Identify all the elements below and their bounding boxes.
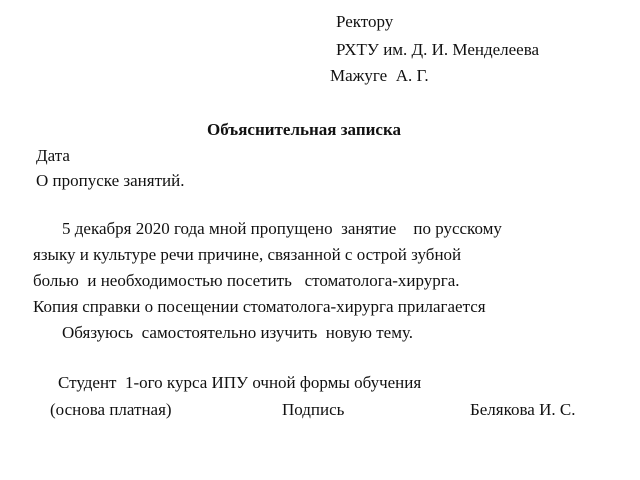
body-line-2: языку и культуре речи причине, связанной с острой зубной	[33, 245, 462, 264]
document-title: Объяснительная записка	[207, 120, 401, 139]
student-line: Студент 1-ого курса ИПУ очной формы обучения	[58, 373, 422, 392]
body-line-5: Обязуюсь самостоятельно изучить новую тему.	[62, 323, 414, 342]
student-name: Белякова И. С.	[470, 400, 576, 419]
date-label: Дата	[36, 146, 70, 165]
subject-line: О пропуске занятий.	[36, 171, 185, 190]
addressee-line-1: Ректору	[336, 12, 394, 31]
body-line-3: болью и необходимостью посетить стоматолога-хирурга.	[33, 271, 460, 290]
addressee-line-3: Мажуге А. Г.	[330, 66, 429, 85]
signature-label: Подпись	[282, 400, 345, 419]
body-line-1: 5 декабря 2020 года мной пропущено занятие по русскому	[62, 219, 502, 238]
addressee-line-2: РХТУ им. Д. И. Менделеева	[336, 40, 540, 59]
payment-basis: (основа платная)	[50, 400, 172, 419]
body-line-4: Копия справки о посещении стоматолога-хирурга прилагается	[33, 297, 486, 316]
